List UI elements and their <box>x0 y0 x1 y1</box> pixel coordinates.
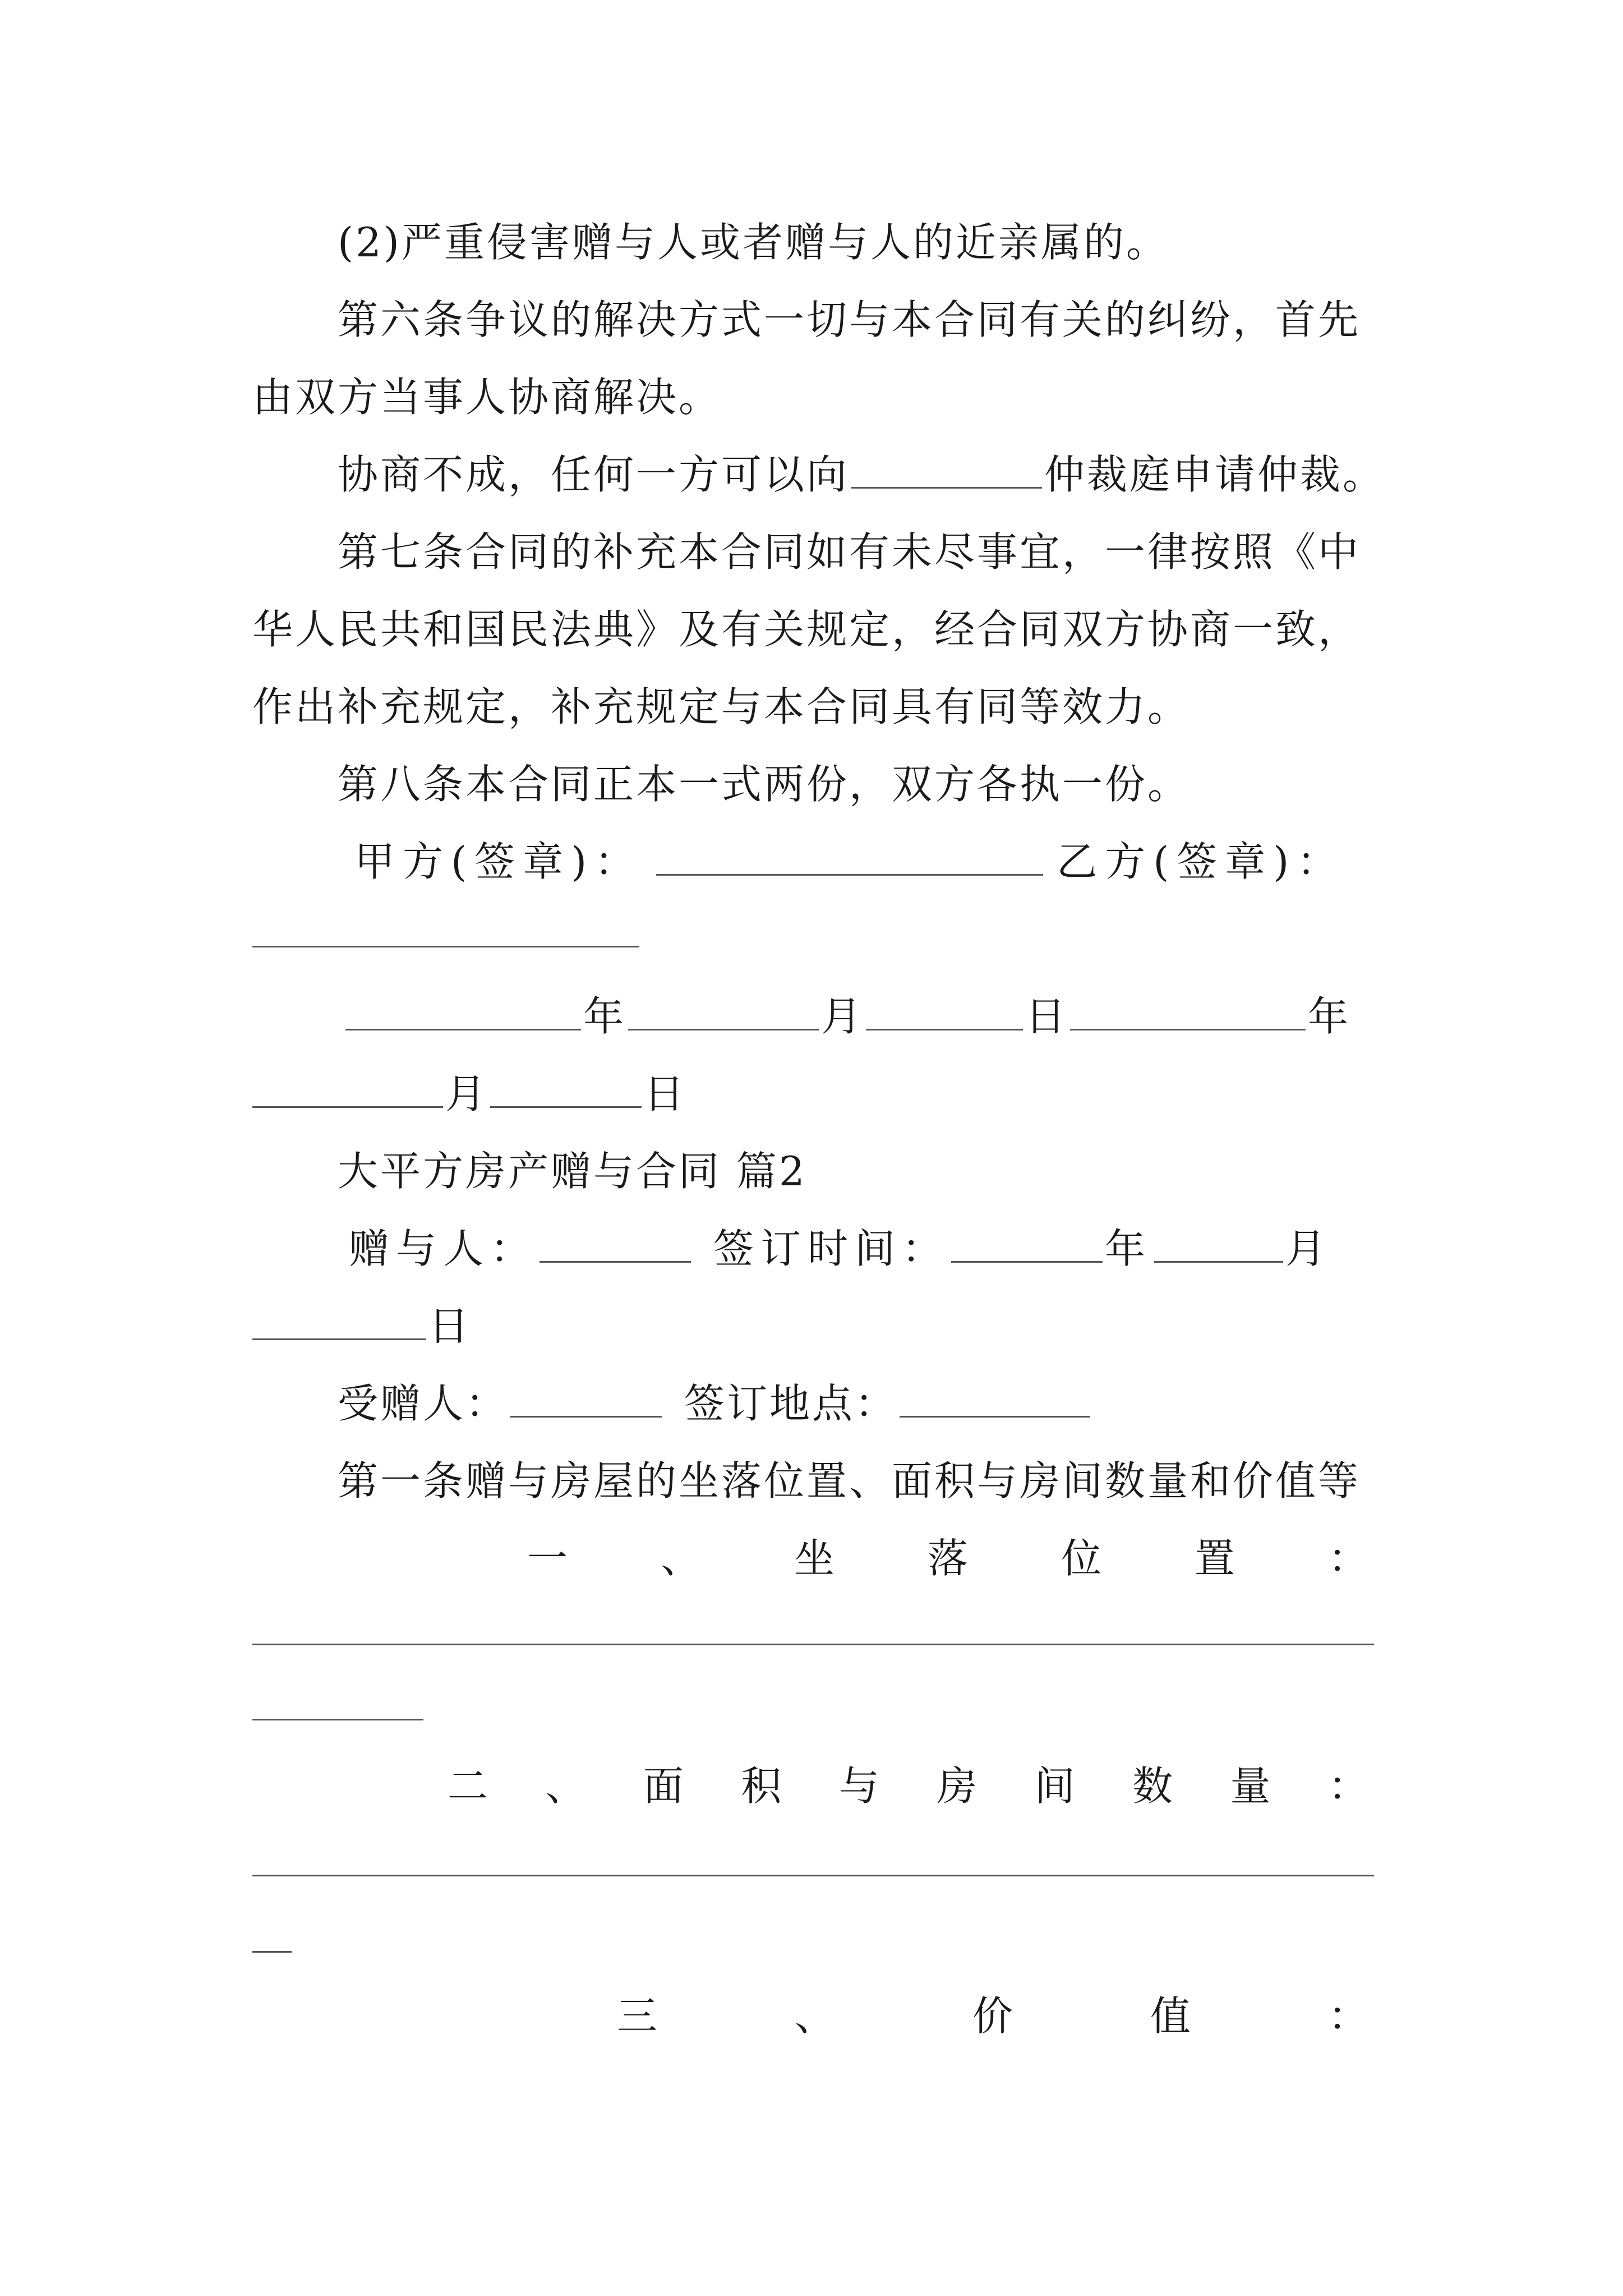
item-location-char-5: 位 <box>1061 1535 1101 1582</box>
sign-month-blank[interactable] <box>1154 1218 1283 1263</box>
item-area-char-1: 二 <box>448 1763 488 1810</box>
paragraph-article-7-line-1: 第七条合同的补充本合同如有未尽事宜，一律按照《中 <box>338 528 1361 576</box>
item-value-char-1: 三 <box>617 1993 658 2040</box>
donee-label: 受赠人： <box>338 1380 509 1427</box>
date-line-2 <box>252 1060 1374 1128</box>
item-location-heading <box>527 1525 1368 1592</box>
day-label: 日 <box>1025 993 1068 1040</box>
item-area-char-6: 房 <box>937 1763 978 1810</box>
location-blank-line-1[interactable] <box>252 1644 1374 1645</box>
paragraph-arbitration <box>338 441 1386 508</box>
paragraph-article-7-line-2: 华人民共和国民法典》及有关规定，经合同双方协商一致， <box>252 606 1361 653</box>
item-location-char-7: ： <box>1327 1535 1368 1582</box>
item-location-char-1: 一 <box>527 1535 568 1582</box>
section-title: 大平方房产赠与合同 篇2 <box>338 1148 807 1195</box>
item-value-char-2: 、 <box>794 1993 835 2040</box>
item-location-char-6: 置 <box>1194 1535 1235 1582</box>
sign-day-blank[interactable] <box>252 1296 426 1340</box>
arbitration-institution-blank[interactable] <box>851 444 1042 489</box>
party-b-signature-blank[interactable] <box>252 946 639 947</box>
paragraph-article-6-line-1: 第六条争议的解决方式一切与本合同有关的纠纷，首先 <box>338 296 1361 343</box>
year-label: 年 <box>583 993 626 1040</box>
party-a-day-blank[interactable] <box>866 986 1023 1030</box>
item-area-char-2: 、 <box>545 1763 586 1810</box>
item-area-char-5: 与 <box>838 1763 879 1810</box>
paragraph-article-8: 第八条本合同正本一式两份，双方各执一份。 <box>338 761 1191 808</box>
area-blank-line-1[interactable] <box>252 1875 1374 1876</box>
paragraph-revocation-item-2: (2)严重侵害赠与人或者赠与人的近亲属的。 <box>338 219 1169 266</box>
area-blank-line-2[interactable] <box>252 1951 292 1953</box>
date-line-1 <box>343 983 1375 1050</box>
paragraph-article-7-line-3: 作出补充规定，补充规定与本合同具有同等效力。 <box>252 683 1191 730</box>
party-b-month-blank[interactable] <box>252 1064 443 1108</box>
item-area-char-7: 间 <box>1034 1763 1075 1810</box>
item-value-char-3: 价 <box>972 1993 1013 2040</box>
sign-place-label: 签订地点： <box>684 1380 898 1427</box>
item-area-char-10: ： <box>1327 1763 1368 1810</box>
donee-line <box>338 1370 1374 1437</box>
month-label: 月 <box>821 993 864 1040</box>
month-label-2: 月 <box>445 1070 488 1117</box>
donor-blank[interactable] <box>540 1218 691 1263</box>
donor-line <box>349 1215 1375 1282</box>
party-b-day-blank[interactable] <box>490 1064 642 1108</box>
item-area-char-8: 数 <box>1132 1763 1173 1810</box>
item-location-char-3: 坐 <box>794 1535 834 1582</box>
party-a-year-blank[interactable] <box>345 986 581 1030</box>
party-b-year-blank[interactable] <box>1070 986 1306 1030</box>
donor-label: 赠与人： <box>349 1225 538 1272</box>
donor-line-2 <box>252 1292 1374 1360</box>
arbitration-text-start: 协商不成，任何一方可以向 <box>338 451 850 498</box>
party-a-month-blank[interactable] <box>628 986 819 1030</box>
sign-month-label: 月 <box>1285 1225 1333 1272</box>
sign-year-blank[interactable] <box>951 1218 1103 1263</box>
arbitration-text-end: 仲裁庭申请仲裁。 <box>1044 451 1386 498</box>
signature-line <box>354 828 1375 895</box>
paragraph-article-1: 第一条赠与房屋的坐落位置、面积与房间数量和价值等 <box>338 1457 1361 1504</box>
sign-time-label: 签订时间： <box>713 1225 949 1272</box>
item-location-char-2: 、 <box>660 1535 701 1582</box>
party-a-signature-label: 甲方(签章)： <box>354 838 643 885</box>
sign-day-label: 日 <box>428 1303 472 1350</box>
item-area-char-3: 面 <box>643 1763 684 1810</box>
day-label-2: 日 <box>644 1070 687 1117</box>
item-value-char-5: ： <box>1327 1993 1368 2040</box>
item-value-char-4: 值 <box>1150 1993 1191 2040</box>
paragraph-article-6-line-2: 由双方当事人协商解决。 <box>252 374 722 421</box>
item-area-heading <box>448 1752 1368 1820</box>
donee-blank[interactable] <box>510 1373 662 1418</box>
item-area-char-9: 量 <box>1230 1763 1271 1810</box>
sign-place-blank[interactable] <box>900 1373 1090 1418</box>
item-location-char-4: 落 <box>927 1535 968 1582</box>
item-area-char-4: 积 <box>741 1763 782 1810</box>
year-label-2: 年 <box>1308 993 1351 1040</box>
location-blank-line-2[interactable] <box>252 1719 423 1720</box>
sign-year-label: 年 <box>1105 1225 1152 1272</box>
party-a-signature-blank[interactable] <box>656 831 1043 876</box>
party-b-signature-label: 乙方(签章)： <box>1057 838 1345 885</box>
item-value-heading <box>617 1982 1368 2050</box>
